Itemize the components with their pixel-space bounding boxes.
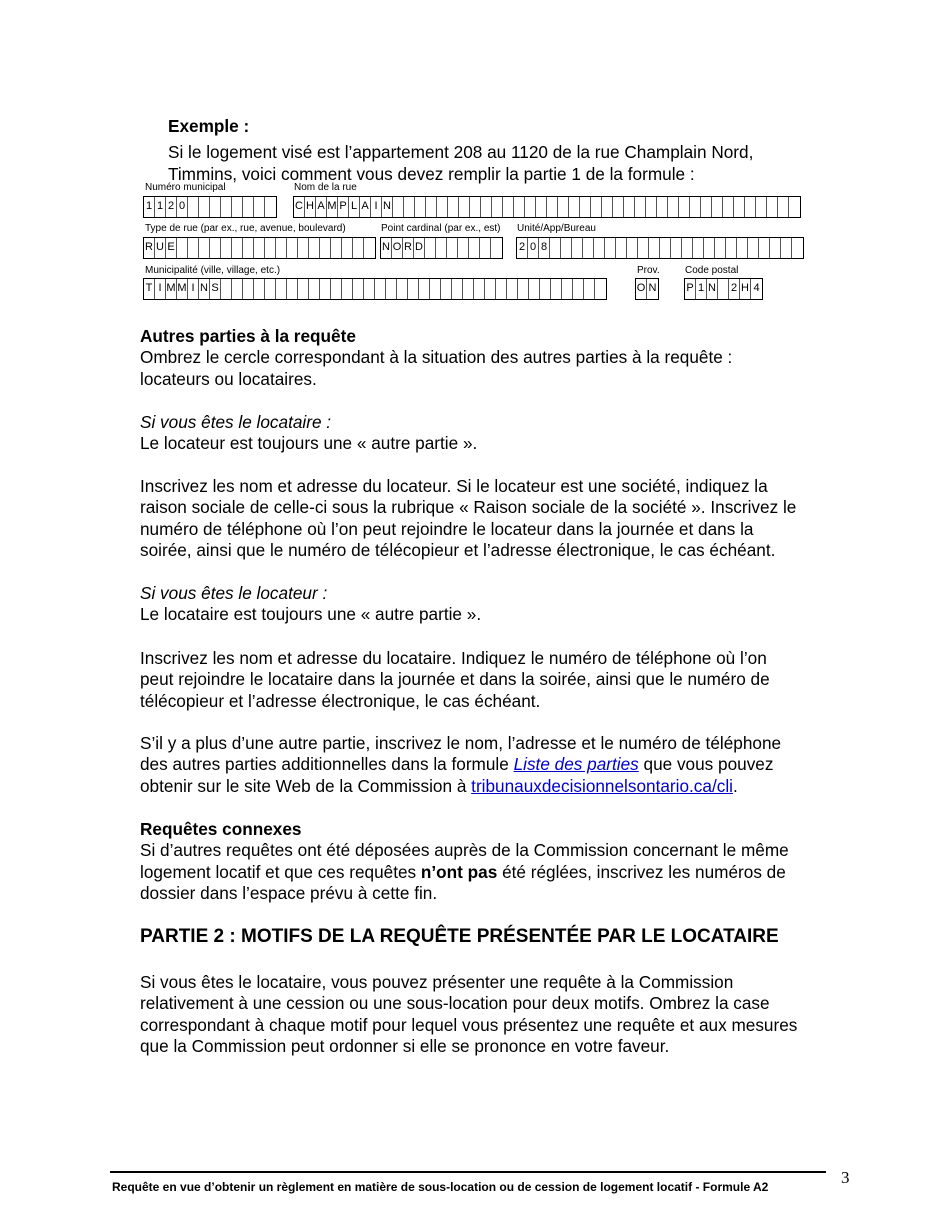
- field-street-name: [293, 196, 801, 218]
- letter-box: [469, 238, 480, 258]
- tribunal-website-link[interactable]: tribunauxdecisionnelsontario.ca/cli: [471, 775, 733, 796]
- letter-box: [551, 279, 562, 299]
- paragraph-line: correspondant à chaque motif pour lequel vous présentez une requête et aux mesures: [140, 1014, 798, 1035]
- letter-box: [320, 279, 331, 299]
- letter-box: [748, 238, 759, 258]
- letter-box: I: [188, 279, 199, 299]
- paragraph-line: numéro de téléphone où l’on peut rejoindre le locateur dans la journée et dans la: [140, 518, 754, 539]
- letter-box: [726, 238, 737, 258]
- letter-box: [668, 197, 679, 217]
- letter-box: M: [166, 279, 177, 299]
- paragraph-line: soirée, ainsi que le numéro de télécopieur et l’adresse électronique, le cas échéant.: [140, 540, 776, 561]
- letter-box: [459, 197, 470, 217]
- label-municipality: Municipalité (ville, village, etc.): [145, 265, 281, 276]
- letter-box: [789, 197, 800, 217]
- letter-box: P: [338, 197, 349, 217]
- liste-des-parties-link[interactable]: Liste des parties: [513, 754, 639, 775]
- letter-box: [679, 197, 690, 217]
- letter-box: [767, 197, 778, 217]
- letter-box: [430, 279, 441, 299]
- letter-box: [701, 197, 712, 217]
- letter-box: [540, 279, 551, 299]
- letter-box: [177, 238, 188, 258]
- letter-box: E: [166, 238, 177, 258]
- text-span: été réglées, inscrivez les numéros de: [497, 861, 786, 882]
- letter-box: [584, 279, 595, 299]
- letter-box: [723, 197, 734, 217]
- paragraph-line: [140, 776, 860, 797]
- letter-box: [605, 238, 616, 258]
- letter-box: [547, 197, 558, 217]
- paragraph-line: Le locataire est toujours une « autre partie ».: [140, 604, 482, 625]
- letter-box: [265, 279, 276, 299]
- letter-box: [485, 279, 496, 299]
- letter-box: U: [155, 238, 166, 258]
- part2-paragraph: [140, 972, 860, 1058]
- paragraph-line: dossier dans l’espace prévu à cette fin.: [140, 883, 438, 904]
- letter-box: [712, 197, 723, 217]
- letter-box: [393, 197, 404, 217]
- letter-box: [657, 197, 668, 217]
- letter-box: [595, 279, 606, 299]
- letter-box: M: [177, 279, 188, 299]
- letter-box: [452, 279, 463, 299]
- letter-box: [602, 197, 613, 217]
- part2-heading: PARTIE 2 : MOTIFS DE LA REQUÊTE PRÉSENTÉE PAR LE LOCATAIRE: [140, 926, 779, 947]
- letter-box: [514, 197, 525, 217]
- letter-box: [415, 197, 426, 217]
- letter-box: [331, 279, 342, 299]
- letter-box: [298, 279, 309, 299]
- letter-box: [734, 197, 745, 217]
- letter-box: [364, 238, 375, 258]
- letter-box: [646, 197, 657, 217]
- letter-box: [649, 238, 660, 258]
- letter-box: [616, 238, 627, 258]
- letter-box: [525, 197, 536, 217]
- letter-box: [448, 197, 459, 217]
- letter-box: [562, 279, 573, 299]
- letter-box: [503, 197, 514, 217]
- letter-box: [491, 238, 502, 258]
- letter-box: [309, 238, 320, 258]
- letter-box: [353, 238, 364, 258]
- letter-box: I: [155, 279, 166, 299]
- letter-box: [419, 279, 430, 299]
- letter-box: O: [636, 279, 647, 299]
- letter-box: N: [707, 279, 718, 299]
- letter-box: [232, 238, 243, 258]
- label-cardinal: Point cardinal (par ex., est): [381, 223, 501, 234]
- letter-box: [536, 197, 547, 217]
- paragraph-line: [140, 754, 860, 775]
- letter-box: [635, 197, 646, 217]
- letter-box: [660, 238, 671, 258]
- letter-box: [458, 238, 469, 258]
- paragraph-line: [140, 862, 860, 883]
- paragraph-line: Le locateur est toujours une « autre partie ».: [140, 433, 478, 454]
- letter-box: 2: [517, 238, 528, 258]
- letter-box: T: [144, 279, 155, 299]
- field-postal-code: [684, 278, 763, 300]
- letter-box: [188, 197, 199, 217]
- text-span: logement locatif et que ces requêtes: [140, 861, 421, 882]
- letter-box: N: [381, 238, 392, 258]
- letter-box: [426, 197, 437, 217]
- letter-box: H: [740, 279, 751, 299]
- letter-box: [759, 238, 770, 258]
- letter-box: [572, 238, 583, 258]
- letter-box: [792, 238, 803, 258]
- example-block: [168, 116, 868, 185]
- letter-box: [199, 238, 210, 258]
- paragraph-line: locateurs ou locataires.: [140, 368, 317, 389]
- letter-box: L: [349, 197, 360, 217]
- example-line: Timmins, voici comment vous devez remplir la partie 1 de la formule :: [168, 163, 695, 184]
- letter-box: O: [392, 238, 403, 258]
- letter-box: [309, 279, 320, 299]
- letter-box: [550, 238, 561, 258]
- letter-box: [243, 197, 254, 217]
- letter-box: [353, 279, 364, 299]
- landlord-subheading: Si vous êtes le locateur :: [140, 583, 328, 603]
- example-heading: Exemple :: [168, 116, 250, 136]
- paragraph-line: S’il y a plus d’une autre partie, inscrivez le nom, l’adresse et le numéro de téléphone: [140, 733, 782, 753]
- letter-box: [624, 197, 635, 217]
- landlord-paragraph: [140, 648, 860, 712]
- letter-box: [386, 279, 397, 299]
- tenant-section: [140, 412, 860, 455]
- paragraph-line: Si d’autres requêtes ont été déposées auprès de la Commission concernant le même: [140, 840, 789, 861]
- letter-box: [561, 238, 572, 258]
- letter-box: [331, 238, 342, 258]
- letter-box: [463, 279, 474, 299]
- letter-box: I: [371, 197, 382, 217]
- page-number: 3: [841, 1168, 850, 1187]
- letter-box: A: [360, 197, 371, 217]
- letter-box: [496, 279, 507, 299]
- letter-box: [492, 197, 503, 217]
- letter-box: [718, 279, 729, 299]
- example-line: Si le logement visé est l’appartement 208 au 1120 de la rue Champlain Nord,: [168, 142, 754, 163]
- letter-box: [638, 238, 649, 258]
- label-street-name: Nom de la rue: [294, 182, 357, 193]
- letter-box: [447, 238, 458, 258]
- letter-box: [518, 279, 529, 299]
- text-span: obtenir sur le site Web de la Commission à: [140, 775, 472, 796]
- tenant-paragraph: [140, 476, 860, 562]
- letter-box: [404, 197, 415, 217]
- field-cardinal: [380, 237, 503, 259]
- letter-box: [437, 197, 448, 217]
- letter-box: [770, 238, 781, 258]
- paragraph-line: Si vous êtes le locataire, vous pouvez présenter une requête à la Commission: [140, 972, 734, 992]
- letter-box: [580, 197, 591, 217]
- letter-box: [529, 279, 540, 299]
- letter-box: [594, 238, 605, 258]
- field-municipal-number: [143, 196, 277, 218]
- paragraph-line: Ombrez le cercle correspondant à la situation des autres parties à la requête :: [140, 347, 733, 368]
- section-heading: Autres parties à la requête: [140, 326, 356, 346]
- letter-box: [254, 197, 265, 217]
- label-street-type: Type de rue (par ex., rue, avenue, boulevard): [145, 223, 346, 234]
- letter-box: R: [403, 238, 414, 258]
- letter-box: [470, 197, 481, 217]
- letter-box: [671, 238, 682, 258]
- letter-box: [298, 238, 309, 258]
- letter-box: 1: [155, 197, 166, 217]
- letter-box: [210, 197, 221, 217]
- letter-box: [481, 197, 492, 217]
- letter-box: [682, 238, 693, 258]
- letter-box: [210, 238, 221, 258]
- paragraph-line: Inscrivez les nom et adresse du locataire. Indiquez le numéro de téléphone où l’on: [140, 648, 767, 668]
- paragraph-line: télécopieur et l’adresse électronique, le cas échéant.: [140, 690, 541, 711]
- letter-box: [704, 238, 715, 258]
- letter-box: [287, 279, 298, 299]
- field-province: [635, 278, 659, 300]
- letter-box: [364, 279, 375, 299]
- tenant-subheading: Si vous êtes le locataire :: [140, 412, 332, 432]
- letter-box: [690, 197, 701, 217]
- letter-box: C: [294, 197, 305, 217]
- landlord-section: [140, 583, 860, 626]
- letter-box: P: [685, 279, 696, 299]
- letter-box: N: [648, 282, 657, 294]
- label-municipal-number: Numéro municipal: [145, 182, 226, 193]
- letter-box: [397, 279, 408, 299]
- letter-box: [221, 238, 232, 258]
- letter-box: D: [414, 238, 425, 258]
- letter-box: 2: [729, 279, 740, 299]
- paragraph-line: raison sociale de celle-ci sous la rubrique « Raison sociale de la société ». Inscrivez le: [140, 497, 797, 518]
- letter-box: [243, 238, 254, 258]
- letter-box: [480, 238, 491, 258]
- letter-box: [232, 197, 243, 217]
- letter-box: 4: [753, 282, 760, 294]
- letter-box: [276, 238, 287, 258]
- letter-box: [778, 197, 789, 217]
- letter-box: H: [305, 197, 316, 217]
- letter-box: [569, 197, 580, 217]
- letter-box: [375, 279, 386, 299]
- paragraph-line: Inscrivez les nom et adresse du locateur. Si le locateur est une société, indiquez la: [140, 476, 768, 496]
- letter-box: [627, 238, 638, 258]
- letter-box: [693, 238, 704, 258]
- letter-box: M: [327, 197, 338, 217]
- letter-box: [591, 197, 602, 217]
- letter-box: [507, 279, 518, 299]
- multiple-parties-paragraph: [140, 733, 860, 797]
- letter-box: [573, 279, 584, 299]
- label-postal-code: Code postal: [685, 265, 739, 276]
- field-unit: [516, 237, 804, 259]
- letter-box: 0: [177, 197, 188, 217]
- letter-box: [781, 238, 792, 258]
- autres-parties-section: [140, 326, 860, 390]
- text-span: .: [732, 775, 738, 796]
- letter-box: [265, 238, 276, 258]
- letter-box: [265, 197, 276, 217]
- letter-box: [613, 197, 624, 217]
- letter-box: [737, 238, 748, 258]
- letter-box: [199, 197, 210, 217]
- letter-box: [232, 279, 243, 299]
- letter-box: [342, 238, 353, 258]
- letter-box: [756, 197, 767, 217]
- text-span: que vous pouvez: [638, 754, 774, 775]
- paragraph-line: relativement à une cession ou une sous-location pour deux motifs. Ombrez la case: [140, 993, 770, 1014]
- letter-box: [342, 279, 353, 299]
- letter-box: [558, 197, 569, 217]
- letter-box: [436, 238, 447, 258]
- letter-box: [243, 279, 254, 299]
- section-heading: Requêtes connexes: [140, 819, 302, 839]
- letter-box: [276, 279, 287, 299]
- footer-title: Requête en vue d’obtenir un règlement en matière de sous-location ou de cession de logement locatif - Formule A2: [112, 1180, 769, 1194]
- letter-box: N: [382, 197, 393, 217]
- letter-box: [320, 238, 331, 258]
- letter-box: [441, 279, 452, 299]
- letter-box: [715, 238, 726, 258]
- field-street-type: [143, 237, 376, 259]
- letter-box: [287, 238, 298, 258]
- label-unit: Unité/App/Bureau: [517, 223, 596, 234]
- letter-box: A: [316, 197, 327, 217]
- letter-box: [188, 238, 199, 258]
- letter-box: 8: [539, 238, 550, 258]
- letter-box: [583, 238, 594, 258]
- letter-box: [221, 197, 232, 217]
- letter-box: [745, 197, 756, 217]
- letter-box: 0: [528, 238, 539, 258]
- letter-box: 1: [144, 197, 155, 217]
- label-province: Prov.: [637, 265, 660, 276]
- paragraph-line: que la Commission peut ordonner si elle se prononce en votre faveur.: [140, 1036, 670, 1057]
- letter-box: [474, 279, 485, 299]
- letter-box: R: [144, 238, 155, 258]
- field-municipality: [143, 278, 607, 300]
- letter-box: N: [199, 279, 210, 299]
- letter-box: 1: [696, 279, 707, 299]
- letter-box: 2: [166, 197, 177, 217]
- letter-box: [425, 238, 436, 258]
- letter-box: [254, 279, 265, 299]
- letter-box: [221, 279, 232, 299]
- text-span: des autres parties additionnelles dans la formule: [140, 754, 514, 775]
- requetes-connexes-section: [140, 819, 860, 905]
- letter-box: [254, 238, 265, 258]
- emphasis-text: n’ont pas: [420, 861, 498, 882]
- paragraph-line: peut rejoindre le locataire dans la journée et dans la soirée, ainsi que le numéro de: [140, 669, 770, 690]
- footer-divider: [110, 1171, 826, 1173]
- letter-box: S: [210, 279, 221, 299]
- letter-box: [408, 279, 419, 299]
